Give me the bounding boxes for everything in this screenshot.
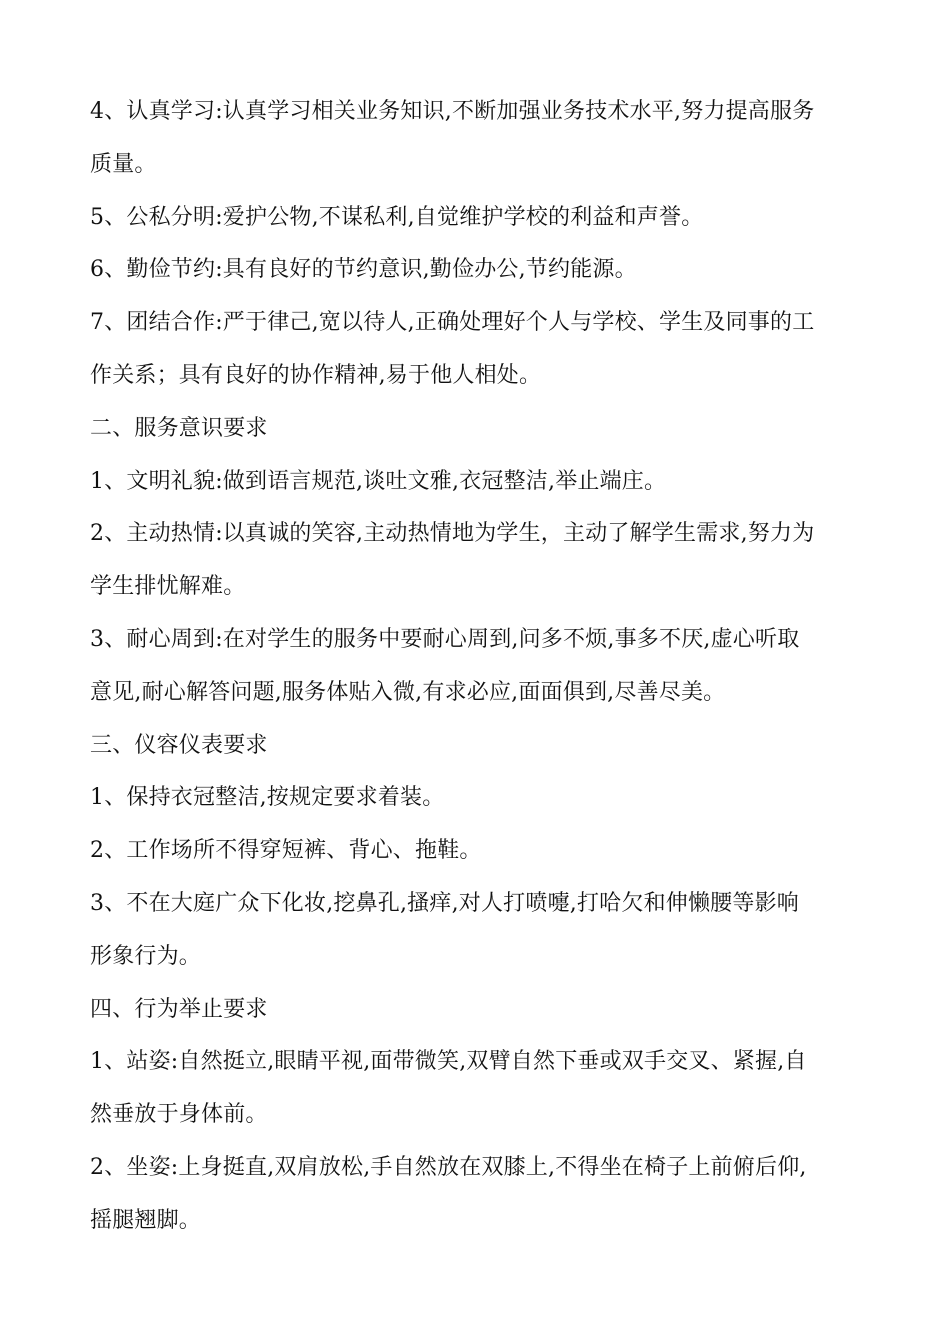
text-line: 质量。: [90, 151, 157, 177]
section-heading: 三、仪容仪表要求: [90, 732, 268, 758]
text-line: 3、不在大庭广众下化妆,挖鼻孔,搔痒,对人打喷嚏,打哈欠和伸懒腰等影响: [90, 890, 799, 916]
text-line: 2、主动热情:以真诚的笑容,主动热情地为学生，主动了解学生需求,努力为: [90, 521, 815, 547]
text-line: 形象行为。: [90, 943, 202, 969]
section-heading: 四、行为举止要求: [90, 996, 268, 1022]
text-line: 2、工作场所不得穿短裤、背心、拖鞋。: [90, 838, 482, 864]
text-line: 然垂放于身体前。: [90, 1102, 268, 1128]
text-line: 6、勤俭节约:具有良好的节约意识,勤俭办公,节约能源。: [90, 257, 637, 283]
text-line: 7、团结合作:严于律己,宽以待人,正确处理好个人与学校、学生及同事的工: [90, 310, 815, 336]
text-line: 意见,耐心解答问题,服务体贴入微,有求必应,面面俱到,尽善尽美。: [90, 679, 726, 705]
text-line: 学生排忧解难。: [90, 574, 246, 600]
text-line: 摇腿翘脚。: [90, 1207, 202, 1233]
text-line: 4、认真学习:认真学习相关业务知识,不断加强业务技术水平,努力提高服务: [90, 99, 815, 124]
text-line: 1、文明礼貌:做到语言规范,谈吐文雅,衣冠整洁,举止端庄。: [90, 468, 667, 494]
text-line: 5、公私分明:爱护公物,不谋私利,自觉维护学校的利益和声誉。: [90, 204, 704, 230]
section-heading: 二、服务意识要求: [90, 415, 268, 441]
document-page: [90, 86, 880, 1248]
text-line: 1、站姿:自然挺立,眼睛平视,面带微笑,双臂自然下垂或双手交叉、紧握,自: [90, 1049, 807, 1075]
text-line: 作关系；具有良好的协作精神,易于他人相处。: [90, 362, 542, 388]
text-line: 1、保持衣冠整洁,按规定要求着装。: [90, 785, 445, 811]
text-line: 3、耐心周到:在对学生的服务中要耐心周到,问多不烦,事多不厌,虚心听取: [90, 626, 800, 652]
text-line: 2、坐姿:上身挺直,双肩放松,手自然放在双膝上,不得坐在椅子上前俯后仰,: [90, 1154, 807, 1180]
